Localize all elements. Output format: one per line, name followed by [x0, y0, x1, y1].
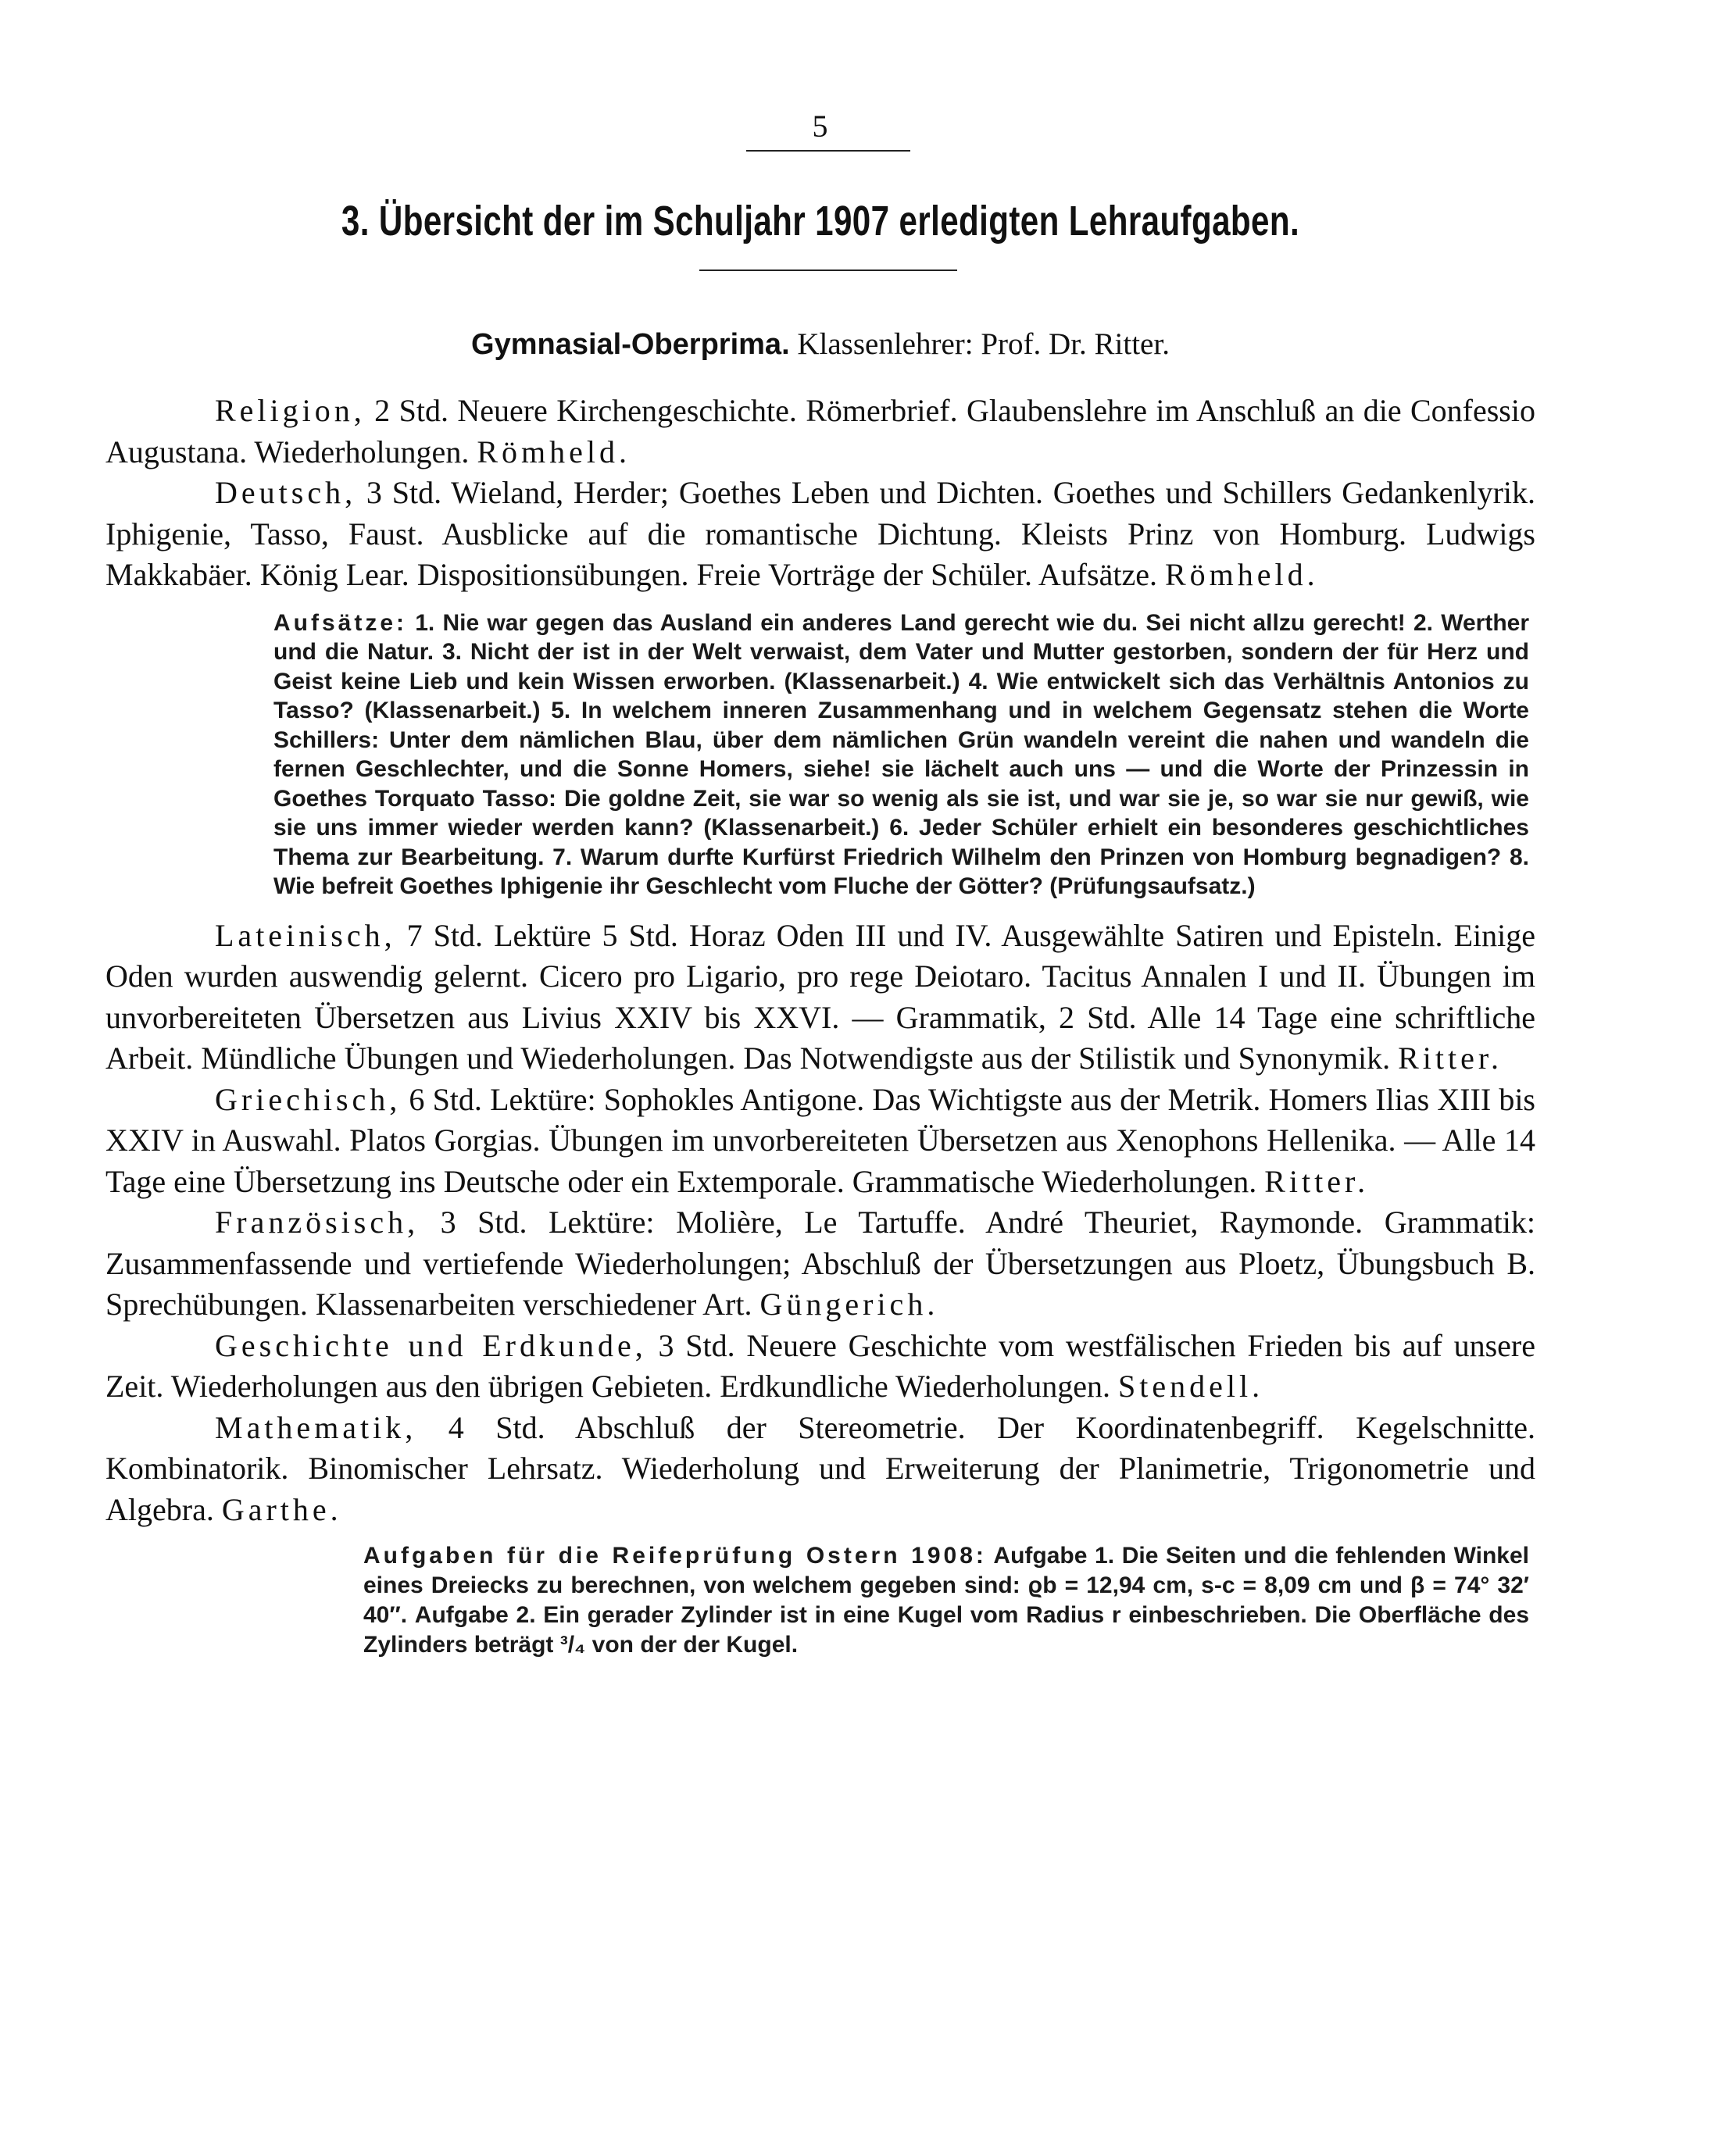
heading-rule — [699, 270, 957, 271]
essay-topics-text: 1. Nie war gegen das Ausland ein anderes Land gerecht wie du. Sei nicht allzu gerecht! 2. Werther und die Natur. 3. Nicht der ist in der Welt verwaist, dem Vater und Mutter gestorben, sondern der für Herz und Geist keine Lieb und kein Wissen erworben. (Klassenarbeit.) 4. Wie entwickelt sich das Verhältnis Antonios zu Tasso? (Klassenarbeit.) 5. In welchem inneren Zusammenhang und in welchem Gegensatz stehen die Worte Schillers: Unter dem nämlichen Blau, über dem nämlichen Grün wandeln vereint die nahen und wandeln die fernen Geschlechter, und die Sonne Homers, siehe! sie lächelt auch uns — und die Worte der Prinzessin in Goethes Torquato Tasso: Die goldne Zeit, sie war so wenig als sie ist, und war sie je, so war sie nur gewiß, wie sie uns immer wieder werden kann? (Klassenarbeit.) 6. Jeder Schüler erhielt ein besonderes geschichtliches Thema zur Bearbeitung. 7. Warum durfte Kurfürst Friedrich Wilhelm den Prinzen von Homburg begnadigen? 8. Wie befreit Goethes Iphigenie ihr Geschlecht vom Fluche der Götter? (Prüfungsaufsatz.) — [273, 609, 1529, 899]
teacher-name: Ritter. — [1398, 1041, 1503, 1076]
entry-griechisch — [105, 1080, 1535, 1203]
entry-geschichte — [105, 1326, 1535, 1408]
section-heading: 3. Übersicht der im Schuljahr 1907 erledigten Lehraufgaben. — [341, 198, 1300, 245]
entry-religion — [105, 391, 1535, 473]
exam-tasks-text: Aufgabe 1. Die Seiten und die fehlenden Winkel eines Dreiecks zu berechnen, von welchem gegeben sind: ϱb = 12,94 cm, s-c = 8,09 cm und β = 74° 32′ 40″. Aufgabe 2. Ein gerader Zylinder ist in eine Kugel vom Radius r einbeschrieben. Die Oberfläche des Zylinders beträgt ³/₄ von der der Kugel. — [363, 1543, 1529, 1658]
subject-text: 3 Std. Wieland, Herder; Goethes Leben und Dichten. Goethes und Schillers Gedankenlyrik. Iphigenie, Tasso, Faust. Ausblicke auf die romantische Dichtung. Kleists Prinz von Homburg. Ludwigs Makkabäer. König Lear. Dispositionsübungen. Freie Vorträge der Schüler. Aufsätze. — [105, 475, 1535, 592]
page-number-rule — [746, 150, 910, 152]
teacher-name: Garthe. — [221, 1491, 342, 1527]
entry-franzoesisch — [105, 1202, 1535, 1326]
page-number: 5 — [812, 109, 829, 144]
exam-tasks-label: Aufgaben für die Reifeprüfung Ostern 1908: — [363, 1543, 987, 1569]
subject-text: 4 Std. Abschluß der Stereometrie. Der Koordinatenbegriff. Kegelschnitte. Kombinatorik. Binomischer Lehrsatz. Wiederholung und Erweiterung der Planimetrie, Trigonometrie und Algebra. — [105, 1409, 1535, 1527]
teacher-name: Römheld. — [1165, 557, 1319, 592]
essay-topics — [105, 609, 1535, 901]
teacher-name: Römheld. — [477, 434, 631, 469]
class-form: Gymnasial-Oberprima. — [471, 328, 790, 361]
entry-deutsch — [105, 473, 1535, 596]
subject-text: 6 Std. Lektüre: Sophokles Antigone. Das Wichtigste aus der Metrik. Homers Ilias XIII bis XXIV in Auswahl. Platos Gorgias. Übungen im unvorbereiteten Übersetzen aus Xenophons Hellenika. — Alle 14 Tage eine Übersetzung ins Deutsche oder ein Extemporale. Grammatische Wiederholungen. — [105, 1081, 1535, 1199]
entry-latein — [105, 916, 1535, 1080]
essay-topics-label: Aufsätze: — [273, 609, 408, 636]
teacher-name: Stendell. — [1118, 1369, 1264, 1404]
class-header — [98, 327, 1543, 362]
subject-text: 3 Std. Neuere Geschichte vom westfälischen Frieden bis auf unsere Zeit. Wiederholungen aus den übrigen Gebieten. Erdkundliche Wiederholungen. — [105, 1327, 1536, 1404]
subject-label: Lateinisch, — [215, 917, 396, 953]
subject-text: 2 Std. Neuere Kirchengeschichte. Römerbrief. Glaubenslehre im Anschluß an die Confessio Augustana. Wiederholungen. — [105, 393, 1535, 469]
exam-tasks — [105, 1541, 1535, 1660]
class-teacher: Klassenlehrer: Prof. Dr. Ritter. — [797, 327, 1170, 361]
subject-text: 7 Std. Lektüre 5 Std. Horaz Oden III und IV. Ausgewählte Satiren und Episteln. Einige Oden wurden auswendig gelernt. Cicero pro Ligario, pro rege Deiotaro. Tacitus Annalen I und II. Übungen im unvorbereiteten Übersetzen aus Livius XXIV bis XXVI. — Grammatik, 2 Std. Alle 14 Tage eine schriftliche Arbeit. Mündliche Übungen und Wiederholungen. Das Notwendigste aus der Stilistik und Synonymik. — [105, 917, 1535, 1076]
subject-label: Mathematik, — [215, 1409, 417, 1445]
lesson-list — [105, 391, 1535, 1660]
document-page — [98, 94, 1543, 2094]
entry-mathematik — [105, 1408, 1535, 1531]
subject-label: Religion, — [215, 393, 366, 428]
teacher-name: Ritter. — [1264, 1163, 1370, 1199]
subject-label: Deutsch, — [215, 475, 357, 510]
subject-text: 3 Std. Lektüre: Molière, Le Tartuffe. André Theuriet, Raymonde. Grammatik: Zusammenfassende und vertiefende Wiederholungen; Abschluß der Übersetzungen aus Ploetz, Übungsbuch B. Sprechübungen. Klassenarbeiten verschiedener Art. — [105, 1205, 1535, 1322]
teacher-name: Güngerich. — [759, 1287, 939, 1322]
subject-label: Französisch, — [215, 1205, 420, 1240]
subject-label: Geschichte und Erdkunde, — [215, 1327, 647, 1363]
subject-label: Griechisch, — [215, 1081, 402, 1117]
